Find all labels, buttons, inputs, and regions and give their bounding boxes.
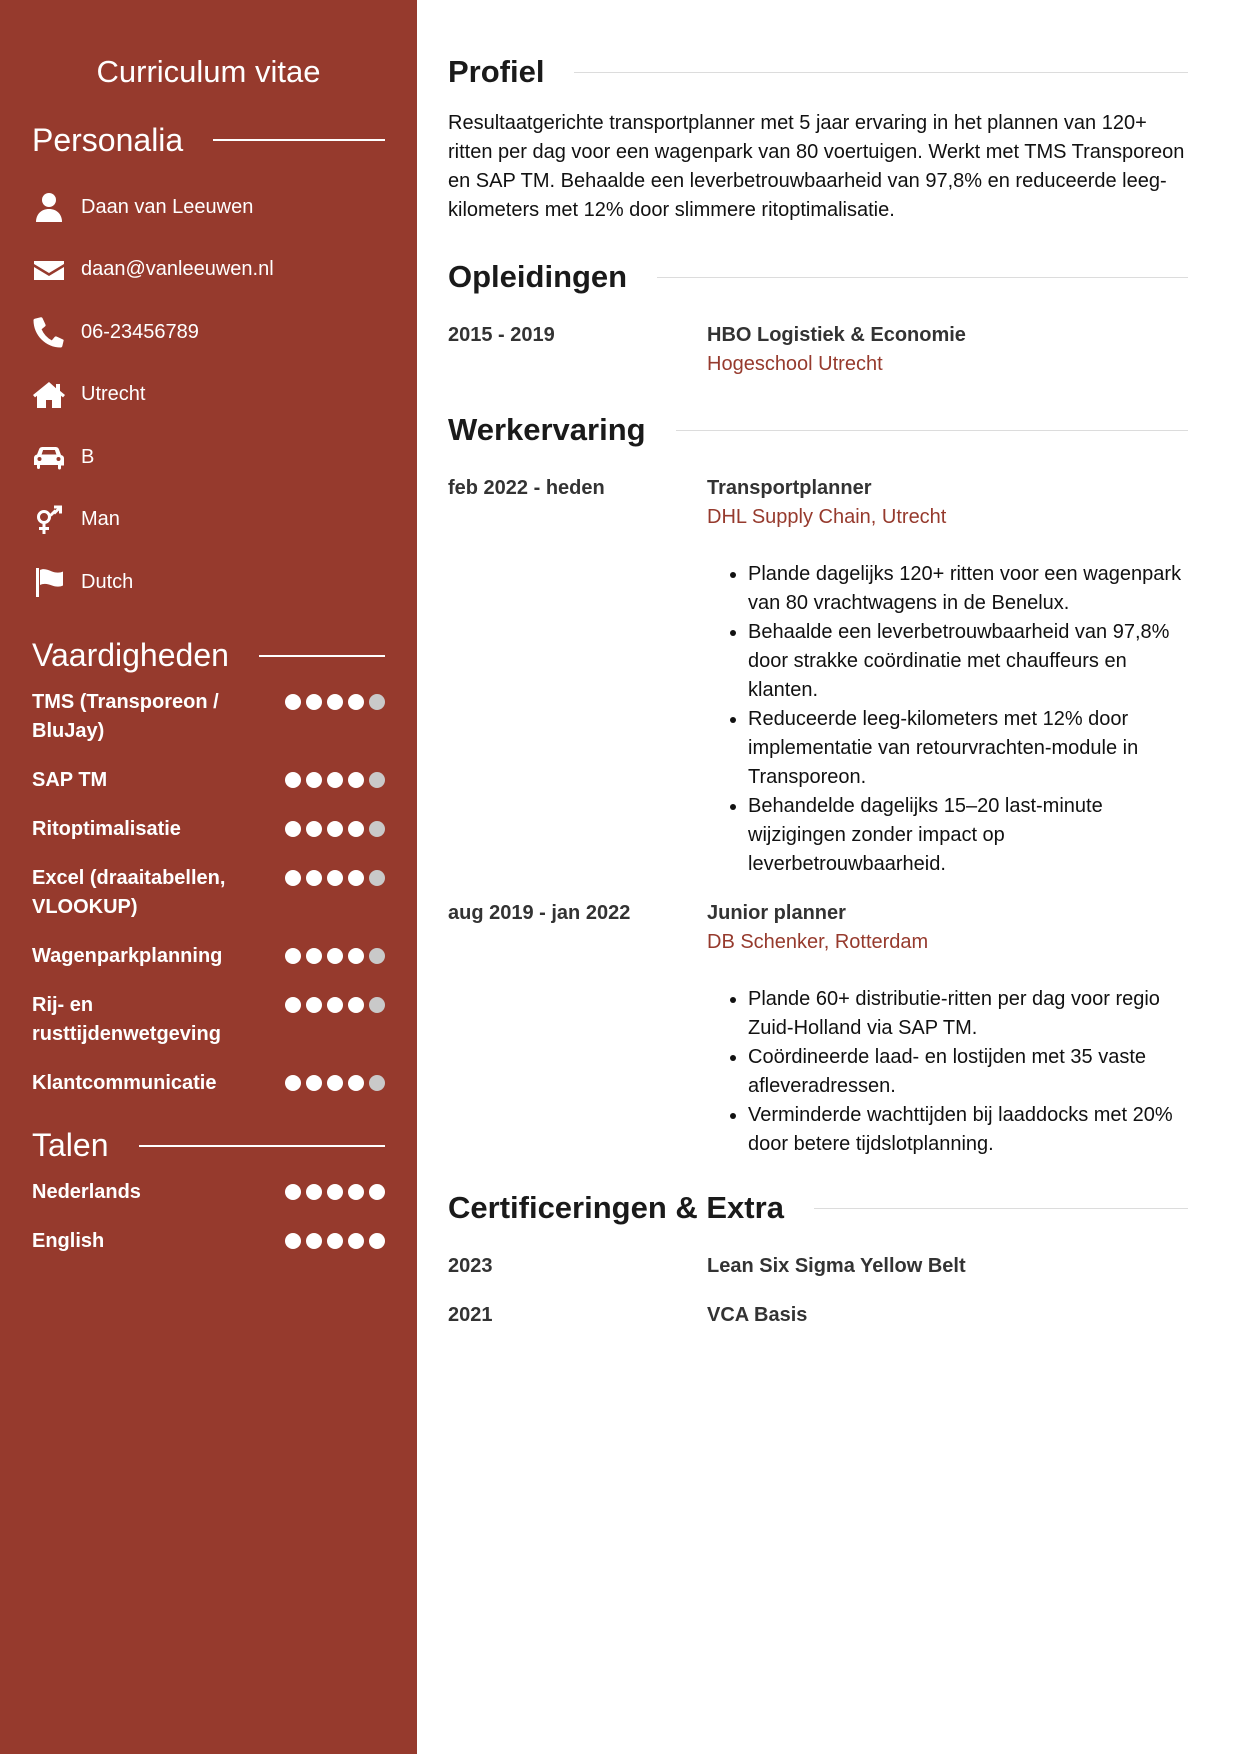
work-company: DB Schenker, Rotterdam [707, 931, 929, 953]
rating-dot-filled [306, 821, 322, 837]
work-bullets [707, 985, 1188, 1159]
work-heading [448, 409, 1188, 451]
rating-dots [280, 997, 385, 1013]
rating-dots [280, 870, 385, 886]
skills-heading [32, 636, 385, 676]
profile-heading-label: Profiel [448, 54, 545, 89]
heading-rule [574, 72, 1188, 73]
education-school: Hogeschool Utrecht [707, 353, 883, 375]
education-heading-label: Opleidingen [448, 259, 628, 294]
work-heading-label: Werkervaring [448, 412, 646, 447]
skill-row-name: SAP TM [32, 768, 108, 791]
rating-dot-empty [369, 948, 385, 964]
work-body [707, 474, 1188, 879]
language-row [32, 1178, 385, 1207]
work-bullets [707, 560, 1188, 879]
personal-gender [32, 489, 385, 552]
rating-dot-empty [369, 772, 385, 788]
work-bullet: • Reduceerde leeg-kilometers met 12% door implementatie van retourvrachten-module in Transporeon. [748, 705, 1188, 792]
personal-heading-label: Personalia [32, 121, 184, 158]
language-list [32, 1178, 385, 1256]
rating-dots [280, 821, 385, 837]
work-bullet: • Coördineerde laad- en lostijden met 35 vaste afleveradressen. [748, 1043, 1188, 1101]
envelope-icon [32, 253, 66, 287]
rating-dot-filled [285, 821, 301, 837]
rating-dot-filled [285, 1184, 301, 1200]
skill-row [32, 942, 385, 971]
skill-list [32, 688, 385, 1098]
personal-nationality-text: Dutch [81, 570, 134, 593]
cert-title: VCA Basis [707, 1304, 808, 1326]
skill-row [32, 688, 385, 746]
cert-body [707, 1252, 1188, 1281]
language-row-name: English [32, 1229, 105, 1252]
rating-dot-filled [327, 870, 343, 886]
work-bullet: • Plande 60+ distributie-ritten per dag voor regio Zuid-Holland via SAP TM. [748, 985, 1188, 1043]
heading-rule [676, 430, 1188, 431]
education-heading [448, 256, 1188, 298]
rating-dot-filled [327, 1233, 343, 1249]
rating-dots [280, 1075, 385, 1091]
work-title: Junior planner [707, 902, 846, 924]
personal-gender-text: Man [81, 508, 120, 531]
skill-row [32, 815, 385, 844]
rating-dots [280, 772, 385, 788]
rating-dot-filled [306, 772, 322, 788]
personal-phone [32, 301, 385, 364]
skill-row [32, 766, 385, 795]
flag-icon [32, 565, 66, 599]
profile-heading [448, 51, 1188, 93]
rating-dot-filled [306, 1184, 322, 1200]
skill-row-name: Rij- en rusttijdenwetgeving [32, 993, 221, 1045]
personal-heading [32, 120, 385, 160]
personal-license-text: B [81, 445, 95, 468]
rating-dot-filled [327, 948, 343, 964]
skill-row [32, 1069, 385, 1098]
rating-dot-filled [348, 772, 364, 788]
rating-dot-filled [348, 948, 364, 964]
personal-phone-text: 06-23456789 [81, 320, 199, 343]
cert-heading [448, 1187, 1188, 1229]
education-entry [448, 321, 1188, 379]
rating-dot-filled [348, 1233, 364, 1249]
cert-body [707, 1301, 1188, 1330]
work-body [707, 899, 1188, 1159]
rating-dot-filled [285, 1233, 301, 1249]
rating-dot-empty [369, 997, 385, 1013]
skill-row [32, 864, 385, 922]
rating-dot-filled [327, 821, 343, 837]
rating-dot-filled [285, 997, 301, 1013]
rating-dot-filled [306, 948, 322, 964]
work-bullet: • Behaalde een leverbetrouwbaarheid van 97,8% door strakke coördinatie met chauffeurs en klanten. [748, 618, 1188, 705]
heading-rule [814, 1208, 1188, 1209]
rating-dot-filled [348, 1075, 364, 1091]
rating-dot-filled [285, 948, 301, 964]
rating-dot-empty [369, 1075, 385, 1091]
rating-dots [280, 1184, 385, 1200]
personal-license [32, 426, 385, 489]
cert-entry [448, 1301, 1188, 1330]
profile-text: Resultaatgerichte transportplanner met 5 jaar ervaring in het plannen van 120+ ritten per dag voor een wagenpark van 80 voertuigen. Werkt met TMS Transporeon en SAP TM. Behaalde een leverbetrouwbaarheid van 97,8% en reduceerde leeg-kilometers met 12% door slimmere ritoptimalisatie. [448, 112, 1185, 221]
personal-name [32, 176, 385, 239]
gender-icon [32, 503, 66, 537]
rating-dot-filled [348, 1184, 364, 1200]
home-icon [32, 378, 66, 412]
personal-nationality [32, 551, 385, 614]
rating-dot-filled [285, 694, 301, 710]
heading-rule [213, 139, 385, 141]
personal-email [32, 239, 385, 302]
language-row [32, 1227, 385, 1256]
rating-dot-filled [306, 870, 322, 886]
rating-dot-filled [327, 694, 343, 710]
work-company: DHL Supply Chain, Utrecht [707, 506, 947, 528]
rating-dot-filled [327, 772, 343, 788]
languages-heading [32, 1126, 385, 1166]
personal-email-text: daan@vanleeuwen.nl [81, 258, 274, 281]
rating-dot-filled [306, 997, 322, 1013]
rating-dot-filled [285, 870, 301, 886]
rating-dot-filled [369, 1233, 385, 1249]
work-date: feb 2022 - heden [448, 477, 605, 499]
personal-city [32, 364, 385, 427]
rating-dot-filled [327, 1184, 343, 1200]
personal-name-text: Daan van Leeuwen [81, 195, 254, 218]
sidebar [0, 0, 417, 1754]
skill-row-name: Ritoptimalisatie [32, 817, 181, 840]
work-bullet: • Verminderde wachttijden bij laaddocks met 20% door betere tijdslotplanning. [748, 1101, 1188, 1159]
rating-dots [280, 1233, 385, 1249]
rating-dots [280, 694, 385, 710]
phone-icon [32, 315, 66, 349]
cert-title: Lean Six Sigma Yellow Belt [707, 1255, 966, 1277]
rating-dot-filled [306, 1233, 322, 1249]
personal-list [32, 176, 385, 614]
personal-city-text: Utrecht [81, 383, 146, 406]
work-bullet: • Plande dagelijks 120+ ritten voor een wagenpark van 80 vrachtwagens in de Benelux. [748, 560, 1188, 618]
education-body [707, 321, 1188, 379]
cv-title: Curriculum vitae [96, 54, 321, 89]
rating-dot-filled [348, 694, 364, 710]
rating-dot-filled [327, 1075, 343, 1091]
rating-dot-filled [285, 1075, 301, 1091]
language-row-name: Nederlands [32, 1180, 141, 1203]
skill-row [32, 991, 385, 1049]
cert-date: 2023 [448, 1255, 493, 1277]
work-bullet: • Behandelde dagelijks 15–20 last-minute wijzigingen zonder impact op leverbetrouwbaarheid. [748, 792, 1188, 879]
skill-row-name: TMS (Transporeon / BluJay) [32, 690, 219, 742]
education-date: 2015 - 2019 [448, 324, 555, 346]
heading-rule [259, 655, 385, 657]
work-title: Transportplanner [707, 477, 872, 499]
education-title: HBO Logistiek & Economie [707, 324, 966, 346]
rating-dot-filled [306, 1075, 322, 1091]
skill-row-name: Wagenparkplanning [32, 944, 223, 967]
rating-dot-empty [369, 821, 385, 837]
main-content [448, 0, 1188, 1330]
rating-dot-filled [327, 997, 343, 1013]
cert-entry [448, 1252, 1188, 1281]
cert-date: 2021 [448, 1304, 493, 1326]
cert-heading-label: Certificeringen & Extra [448, 1190, 784, 1225]
work-date: aug 2019 - jan 2022 [448, 902, 631, 924]
rating-dots [280, 948, 385, 964]
rating-dot-filled [348, 821, 364, 837]
heading-rule [657, 277, 1188, 278]
rating-dot-filled [348, 870, 364, 886]
rating-dot-empty [369, 870, 385, 886]
work-entry [448, 899, 1188, 1159]
skill-row-name: Excel (draaitabellen, VLOOKUP) [32, 866, 226, 918]
heading-rule [139, 1145, 386, 1147]
languages-heading-label: Talen [32, 1127, 109, 1163]
skills-heading-label: Vaardigheden [32, 637, 229, 673]
car-icon [32, 440, 66, 474]
rating-dot-empty [369, 694, 385, 710]
work-entry [448, 474, 1188, 879]
skill-row-name: Klantcommunicatie [32, 1071, 217, 1094]
rating-dot-filled [285, 772, 301, 788]
rating-dot-filled [369, 1184, 385, 1200]
rating-dot-filled [348, 997, 364, 1013]
rating-dot-filled [306, 694, 322, 710]
user-icon [32, 190, 66, 224]
